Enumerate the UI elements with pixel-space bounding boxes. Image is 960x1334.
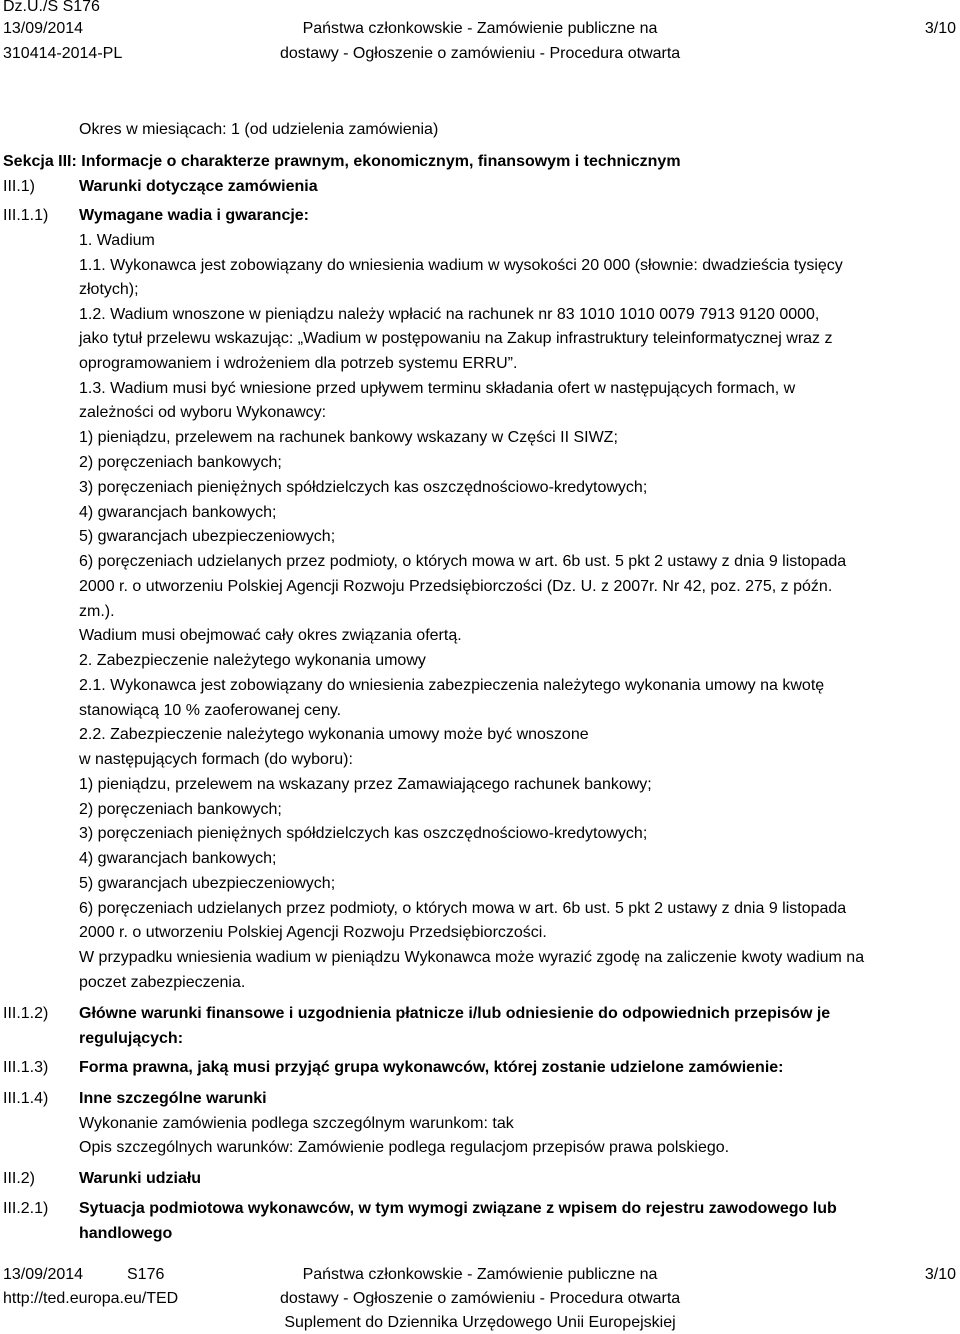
section-title: Forma prawna, jaką musi przyjąć grupa wykonawców, której zostanie udzielone zamówienie:: [79, 1059, 784, 1076]
section-number: III.1): [3, 178, 36, 195]
section-title: Główne warunki finansowe i uzgodnienia płatnicze i/lub odniesienie do odpowiednich przepisów je: [79, 1005, 831, 1022]
list-item: 4) gwarancjach bankowych;: [79, 850, 277, 867]
list-item: 3) poręczeniach pieniężnych spółdzielczych kas oszczędnościowo-kredytowych;: [79, 825, 648, 842]
body-line: 1.3. Wadium musi być wniesione przed upływem terminu składania ofert w następujących formach, w: [79, 380, 796, 397]
section-number: III.1.3): [3, 1059, 49, 1076]
footer-title-line3: Suplement do Dziennika Urzędowego Unii Europejskiej: [284, 1314, 676, 1331]
body-line: W przypadku wniesienia wadium w pieniądzu Wykonawca może wyrazić zgodę na zaliczenie kwoty wadium na: [79, 949, 865, 966]
footer-page-number: 3/10: [924, 1266, 956, 1283]
body-line: jako tytuł przelewu wskazując: „Wadium w postępowaniu na Zakup infrastruktury teleinformatycznej wraz z: [79, 330, 833, 347]
section-heading: Sekcja III: Informacje o charakterze prawnym, ekonomicznym, finansowym i technicznym: [3, 153, 681, 170]
header-notice-number: 310414-2014-PL: [3, 45, 123, 62]
body-line: poczet zabezpieczenia.: [79, 974, 246, 991]
body-line: oprogramowaniem i wdrożeniem dla potrzeb systemu ERRU”.: [79, 355, 518, 372]
list-item: 6) poręczeniach udzielanych przez podmioty, o których mowa w art. 6b ust. 5 pkt 2 ustawy z dnia 9 listopada: [79, 900, 847, 917]
list-item: 5) gwarancjach ubezpieczeniowych;: [79, 528, 336, 545]
body-line: zależności od wyboru Wykonawcy:: [79, 404, 327, 421]
section-number: III.1.4): [3, 1090, 49, 1107]
section-number: III.1.2): [3, 1005, 49, 1022]
list-item: 4) gwarancjach bankowych;: [79, 504, 277, 521]
footer-issue: S176: [127, 1266, 165, 1283]
header-date: 13/09/2014: [3, 20, 84, 37]
body-line: Opis szczególnych warunków: Zamówienie podlega regulacjom przepisów prawa polskiego.: [79, 1139, 730, 1156]
section-number: III.2): [3, 1170, 36, 1187]
body-line: złotych);: [79, 281, 139, 298]
footer-url-link[interactable]: http://ted.europa.eu/TED: [3, 1290, 179, 1307]
list-item: 2) poręczeniach bankowych;: [79, 801, 282, 818]
body-line: 2.2. Zabezpieczenie należytego wykonania umowy może być wnoszone: [79, 726, 589, 743]
list-item: 6) poręczeniach udzielanych przez podmioty, o których mowa w art. 6b ust. 5 pkt 2 ustawy z dnia 9 listopada: [79, 553, 847, 570]
section-number: III.1.1): [3, 207, 49, 224]
body-line: 2000 r. o utworzeniu Polskiej Agencji Rozwoju Przedsiębiorczości.: [79, 924, 547, 941]
body-line: Wykonanie zamówienia podlega szczególnym warunkom: tak: [79, 1115, 514, 1132]
list-item: 3) poręczeniach pieniężnych spółdzielczych kas oszczędnościowo-kredytowych;: [79, 479, 648, 496]
section-title: Inne szczególne warunki: [79, 1090, 267, 1107]
section-title: handlowego: [79, 1225, 173, 1242]
header-title-line1: Państwa członkowskie - Zamówienie publiczne na: [302, 20, 658, 37]
footer-title-line1: Państwa członkowskie - Zamówienie publiczne na: [302, 1266, 658, 1283]
section-title: Warunki dotyczące zamówienia: [79, 178, 318, 195]
body-line: 2000 r. o utworzeniu Polskiej Agencji Rozwoju Przedsiębiorczości (Dz. U. z 2007r. Nr 42, poz. 275, z późn.: [79, 578, 833, 595]
list-item: 2) poręczeniach bankowych;: [79, 454, 282, 471]
body-line: 1.1. Wykonawca jest zobowiązany do wniesienia wadium w wysokości 20 000 (słownie: dwadzieścia tysięcy: [79, 257, 843, 274]
footer-title-line2: dostawy - Ogłoszenie o zamówieniu - Procedura otwarta: [280, 1290, 681, 1307]
list-item: 1) pieniądzu, przelewem na rachunek bankowy wskazany w Części II SIWZ;: [79, 429, 618, 446]
body-line: zm.).: [79, 603, 115, 620]
header-oj-reference: Dz.U./S S176: [3, 0, 100, 15]
section-title: Wymagane wadia i gwarancje:: [79, 207, 310, 224]
list-item: 1) pieniądzu, przelewem na wskazany przez Zamawiającego rachunek bankowy;: [79, 776, 652, 793]
body-line: 1. Wadium: [79, 232, 155, 249]
header-page-number: 3/10: [924, 20, 956, 37]
body-line: w następujących formach (do wyboru):: [79, 751, 353, 768]
body-line: stanowiącą 10 % zaoferowanej ceny.: [79, 702, 342, 719]
list-item: 5) gwarancjach ubezpieczeniowych;: [79, 875, 336, 892]
body-line: 2.1. Wykonawca jest zobowiązany do wniesienia zabezpieczenia należytego wykonania umowy na kwotę: [79, 677, 825, 694]
section-title: Sytuacja podmiotowa wykonawców, w tym wymogi związane z wpisem do rejestru zawodowego lub: [79, 1200, 837, 1217]
body-line: 2. Zabezpieczenie należytego wykonania umowy: [79, 652, 426, 669]
section-title: Warunki udziału: [79, 1170, 202, 1187]
body-line: 1.2. Wadium wnoszone w pieniądzu należy wpłacić na rachunek nr 83 1010 1010 0079 7913 9120 0000,: [79, 306, 820, 323]
header-title-line2: dostawy - Ogłoszenie o zamówieniu - Procedura otwarta: [280, 45, 681, 62]
footer-date: 13/09/2014: [3, 1266, 84, 1283]
section-number: III.2.1): [3, 1200, 49, 1217]
section-title: regulujących:: [79, 1030, 184, 1047]
body-line: Okres w miesiącach: 1 (od udzielenia zamówienia): [79, 121, 439, 138]
body-line: Wadium musi obejmować cały okres związania ofertą.: [79, 627, 462, 644]
